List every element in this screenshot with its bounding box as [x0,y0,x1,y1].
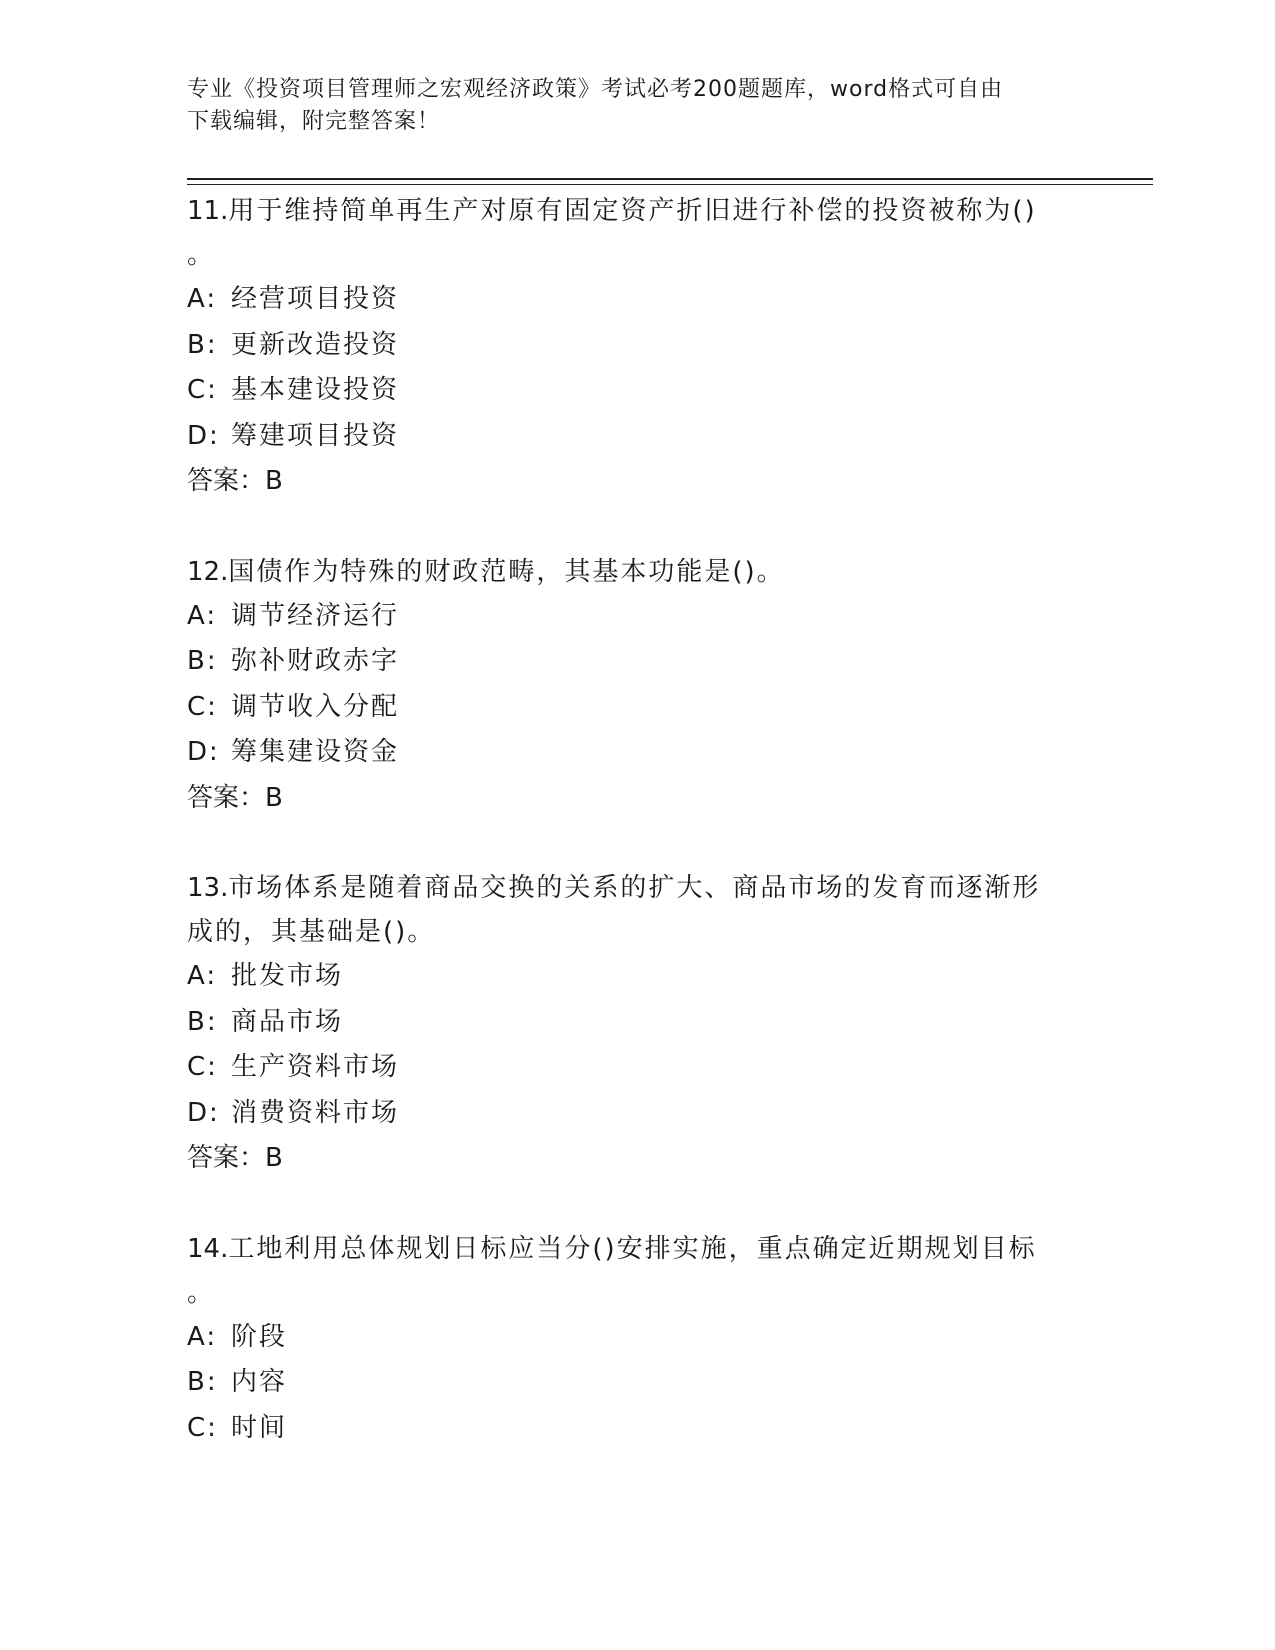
question-text-line-1: 国债作为特殊的财政范畴，其基本功能是()。 [228,556,785,587]
option-letter: C: [187,691,218,722]
option-d [187,414,1087,460]
header-rule-thick [187,178,1153,180]
question-stem [187,189,1087,233]
option-a [187,954,1087,1000]
question-stem [187,1227,1087,1271]
header-line-1: 专业《投资项目管理师之宏观经济政策》考试必考200题题库，word格式可自由 [187,77,1004,102]
option-text: 基本建设投资 [231,375,400,405]
question-text-line-1: 用于维持简单再生产对原有固定资产折旧进行补偿的投资被称为() [228,196,1037,226]
option-letter: D: [187,737,220,767]
option-letter: D: [187,420,220,451]
option-b [187,639,1087,685]
option-c [187,368,1087,414]
question-number: 11. [187,196,229,226]
option-letter: A: [187,1321,218,1352]
option-text: 商品市场 [231,1006,344,1037]
option-letter: B: [187,1367,218,1397]
question-list [187,189,1087,1496]
option-letter: C: [187,1052,218,1082]
header-rule-thin [187,184,1153,185]
option-letter: D: [187,1097,220,1128]
question-text-line-1: 工地利用总体规划日标应当分()安排实施，重点确定近期规划目标 [228,1233,1037,1264]
option-d [187,1091,1087,1137]
option-letter: B: [187,1006,218,1037]
option-letter: B: [187,329,218,360]
option-a [187,1315,1087,1361]
option-text: 弥补财政赤字 [231,646,400,676]
question-11 [187,189,1087,505]
question-text-line-2: 成的，其基础是()。 [187,917,436,947]
option-text: 批发市场 [231,961,344,991]
option-text: 调节经济运行 [231,600,400,631]
question-14 [187,1227,1087,1452]
option-c [187,685,1087,731]
question-text-line-1: 市场体系是随着商品交换的关系的扩大、商品市场的发育而逐渐形 [228,873,1041,903]
option-letter: A: [187,284,218,314]
answer: 答案：B [187,782,283,813]
question-text-line-2: 。 [187,1277,216,1308]
question-stem [187,866,1087,910]
option-letter: A: [187,961,218,991]
option-text: 筹集建设资金 [231,737,400,767]
option-b [187,323,1087,369]
option-text: 时间 [231,1412,288,1443]
option-letter: C: [187,1412,218,1443]
option-text: 生产资料市场 [231,1052,400,1082]
answer: 答案：B [187,466,283,496]
option-text: 内容 [231,1367,288,1397]
option-text: 消费资料市场 [231,1097,400,1128]
option-a [187,594,1087,640]
option-b [187,1360,1087,1406]
option-c [187,1045,1087,1091]
question-13 [187,866,1087,1182]
option-text: 调节收入分配 [231,691,400,722]
option-d [187,730,1087,776]
option-text: 经营项目投资 [231,284,400,314]
answer: 答案：B [187,1143,283,1173]
option-text: 阶段 [231,1321,288,1352]
document-header [187,74,1067,138]
question-12 [187,550,1087,822]
option-letter: A: [187,600,218,631]
option-text: 更新改造投资 [231,329,400,360]
option-a [187,277,1087,323]
option-text: 筹建项目投资 [231,420,400,451]
question-number: 14. [187,1233,229,1264]
question-stem [187,550,1087,594]
question-number: 13. [187,873,229,903]
option-letter: C: [187,375,218,405]
option-letter: B: [187,646,218,676]
question-text-line-2: 。 [187,240,216,270]
option-c [187,1406,1087,1452]
question-number: 12. [187,556,229,587]
header-line-2: 下载编辑，附完整答案！ [187,109,441,134]
option-b [187,1000,1087,1046]
